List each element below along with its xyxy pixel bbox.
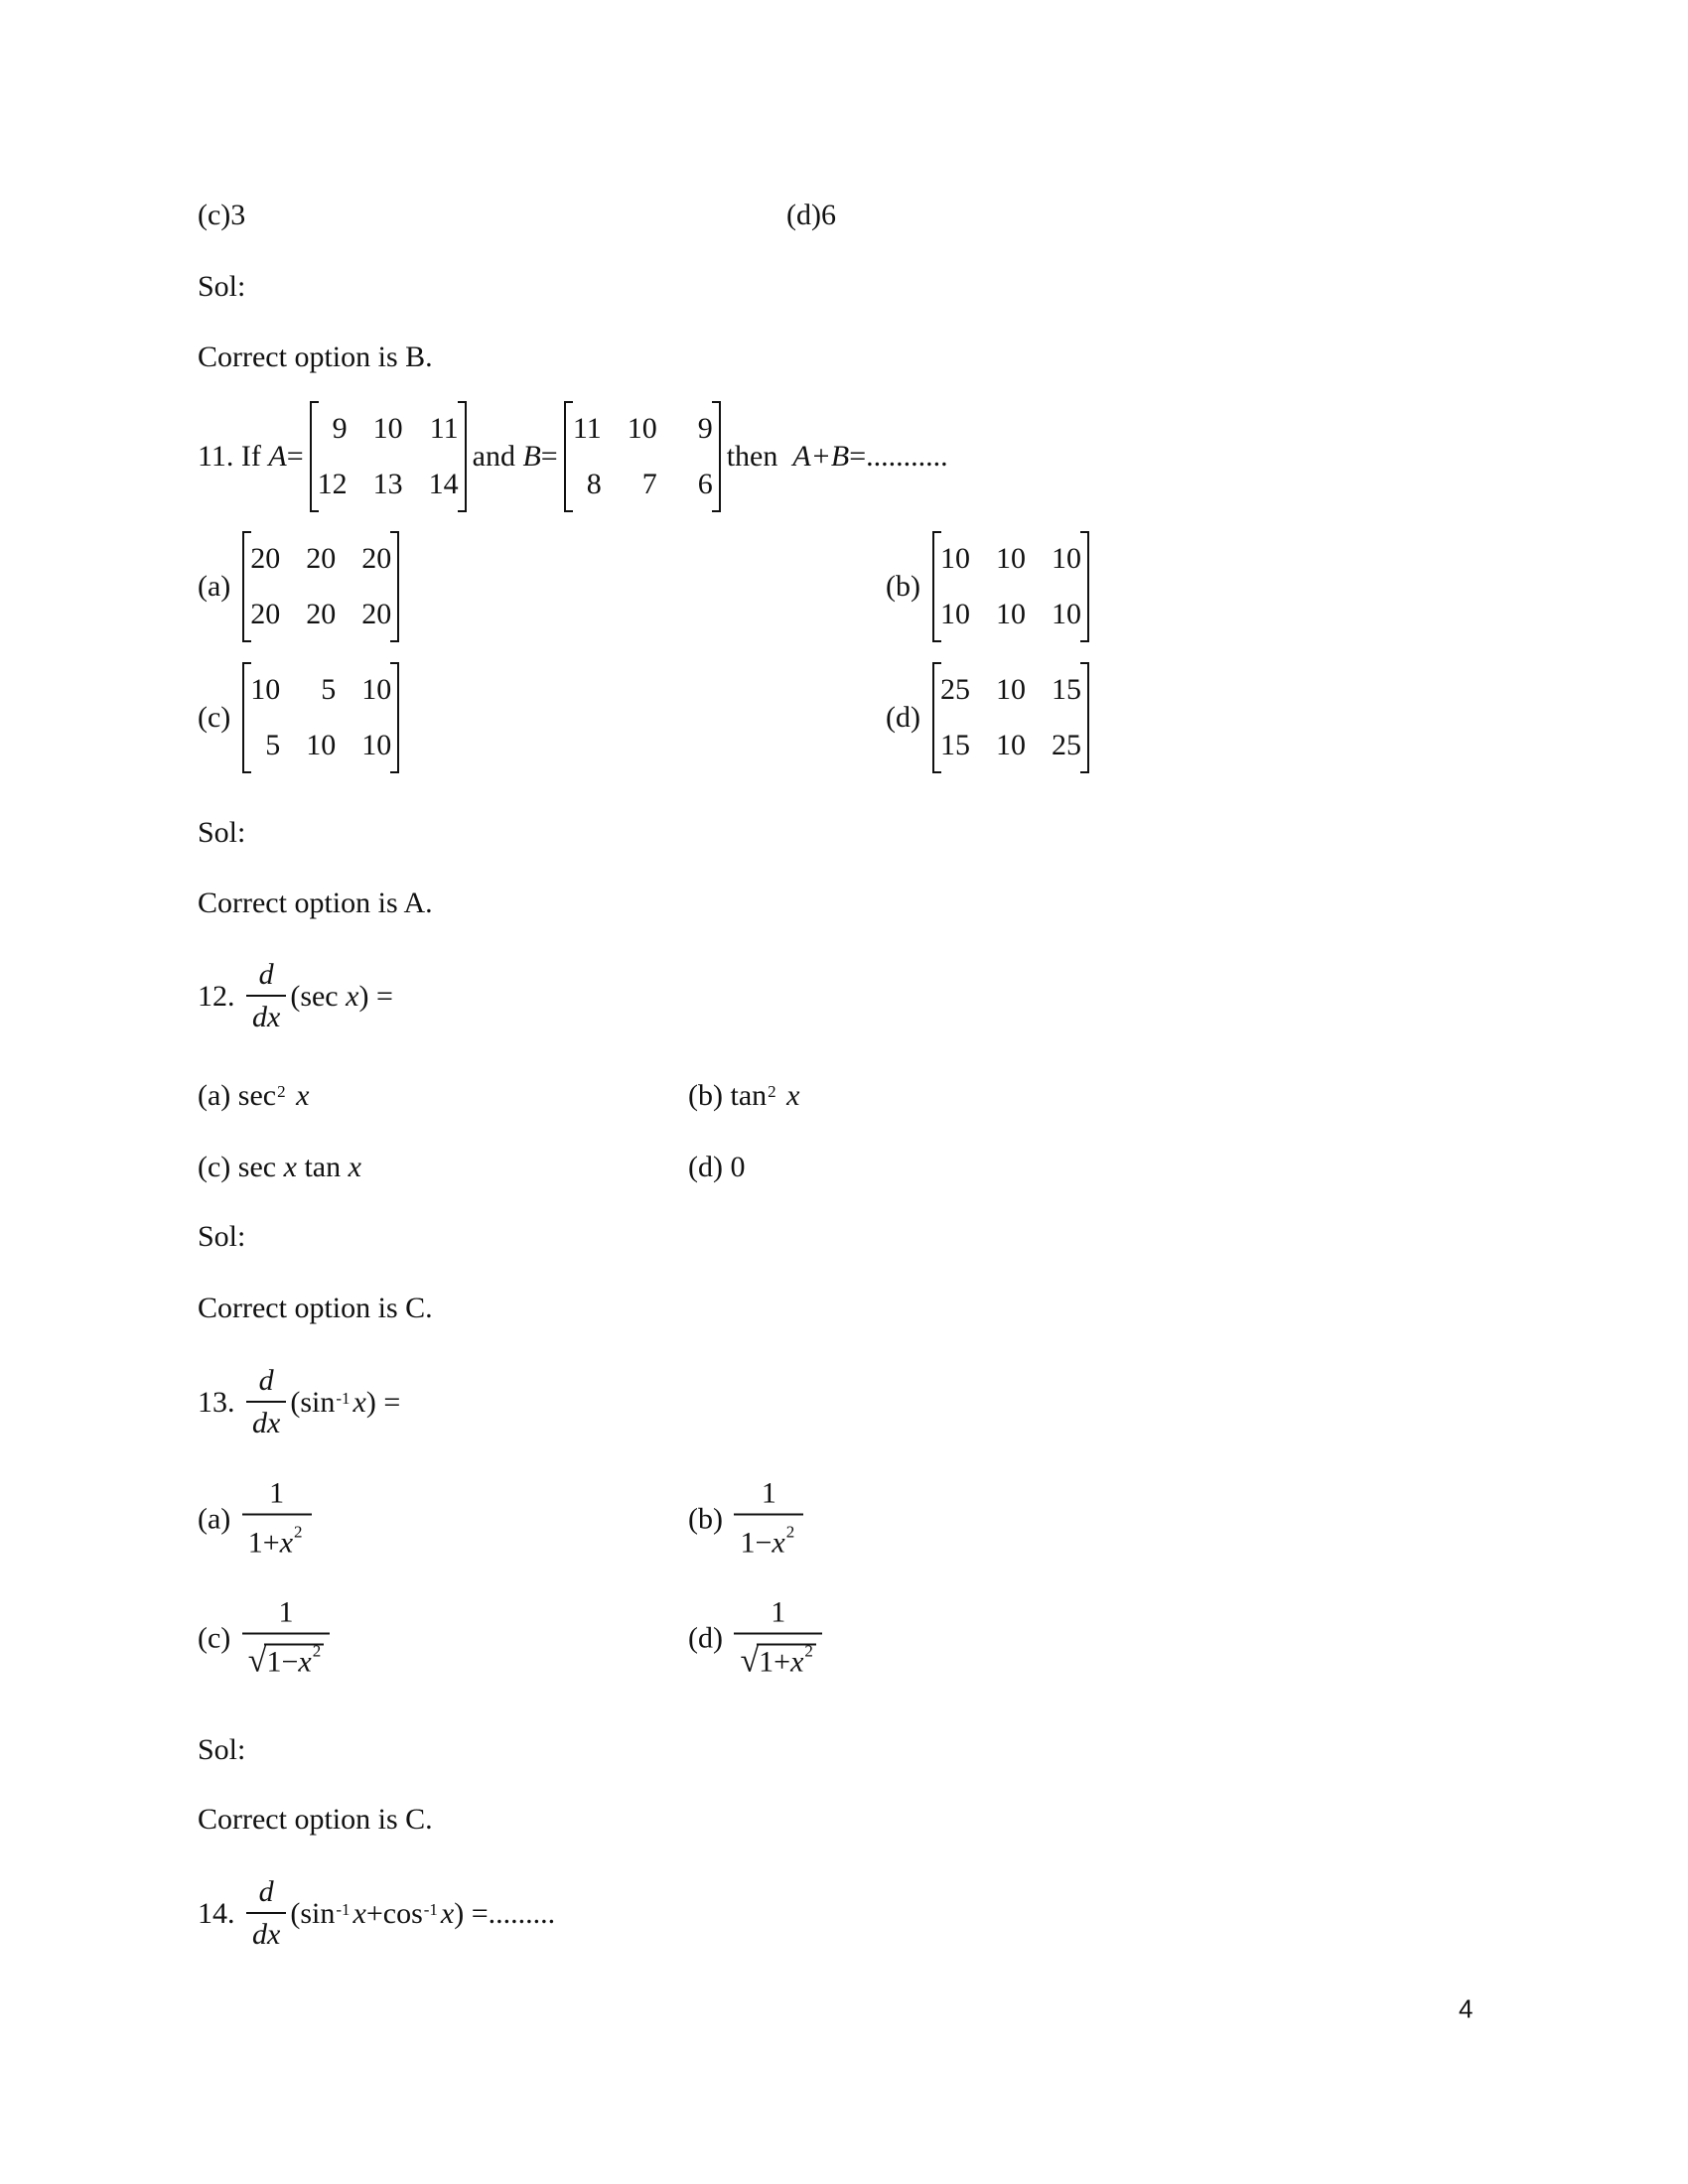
denominator bbox=[734, 1514, 803, 1565]
q11-option-d bbox=[886, 664, 1095, 771]
q11-answer: Correct option is A. bbox=[198, 887, 433, 919]
q13-sol-label: Sol: bbox=[198, 1733, 246, 1766]
q13-answer: Correct option is C. bbox=[198, 1803, 433, 1836]
q11-number: 11. If bbox=[198, 440, 261, 473]
denominator bbox=[734, 1633, 821, 1684]
var: x bbox=[296, 1079, 310, 1112]
matrix-cell: 10 bbox=[361, 673, 392, 706]
denominator bbox=[242, 1633, 330, 1684]
matrix-cell: 15 bbox=[1051, 673, 1081, 706]
fraction bbox=[734, 1593, 821, 1684]
q12-answer: Correct option is C. bbox=[198, 1292, 433, 1324]
matrix-cell: 25 bbox=[939, 673, 970, 706]
matrix-cell: 10 bbox=[1051, 598, 1081, 630]
matrix-cell: 10 bbox=[995, 729, 1026, 761]
q11-then: then bbox=[726, 440, 778, 473]
matrix-cell: 10 bbox=[306, 729, 337, 761]
var: x bbox=[298, 1645, 312, 1679]
blank: ......... bbox=[488, 1897, 556, 1930]
option-label: (a) bbox=[198, 1079, 231, 1112]
matrix-cell: 10 bbox=[372, 412, 403, 445]
sup: -1 bbox=[423, 1900, 438, 1919]
matrix-cell: 8 bbox=[586, 468, 602, 500]
numerator: 1 bbox=[771, 1595, 786, 1629]
radicand bbox=[264, 1641, 324, 1679]
var: x bbox=[348, 1151, 361, 1183]
matrix-a bbox=[310, 403, 467, 510]
matrix-cell: 10 bbox=[995, 598, 1026, 630]
fn: tan bbox=[730, 1079, 768, 1112]
q12-sol-label: Sol: bbox=[198, 1220, 246, 1253]
fraction bbox=[734, 1474, 803, 1565]
matrix-cell: 10 bbox=[939, 598, 970, 630]
q11-option-c bbox=[198, 664, 405, 771]
numerator: d bbox=[258, 958, 274, 991]
matrix-cell: 20 bbox=[306, 598, 337, 630]
q14-number: 14. bbox=[198, 1897, 235, 1930]
sup: 2 bbox=[804, 1641, 813, 1661]
numerator: 1 bbox=[761, 1476, 776, 1510]
matrix-cell: 13 bbox=[372, 468, 403, 500]
matrix-cell: 10 bbox=[995, 673, 1026, 706]
value: 0 bbox=[730, 1151, 746, 1183]
option-label: (a) bbox=[198, 1502, 231, 1535]
q13-number: 13. bbox=[198, 1386, 235, 1419]
sqrt-icon: √ bbox=[247, 1642, 267, 1680]
option-matrix bbox=[932, 664, 1089, 771]
var: x bbox=[772, 1526, 785, 1560]
den-text: 1− bbox=[266, 1645, 299, 1679]
option-label: (d) bbox=[688, 1151, 723, 1183]
matrix-cell: 10 bbox=[995, 542, 1026, 575]
den-text: 1+ bbox=[759, 1645, 791, 1679]
q13-option-b bbox=[688, 1474, 807, 1565]
q11-question bbox=[198, 403, 948, 510]
option-label: (d) bbox=[886, 701, 920, 734]
sup: -1 bbox=[336, 1900, 351, 1919]
q10-option-c: (c)3 bbox=[198, 199, 246, 231]
fn: sec bbox=[237, 1079, 277, 1112]
numerator: 1 bbox=[269, 1476, 285, 1510]
matrix-cell: 20 bbox=[306, 542, 337, 575]
q11-sum: A+B bbox=[792, 440, 850, 473]
option-label: (d) bbox=[688, 1621, 723, 1654]
fn: sec bbox=[237, 1151, 277, 1183]
sup: 2 bbox=[312, 1641, 322, 1661]
fraction bbox=[242, 1474, 312, 1565]
denominator: dx bbox=[246, 995, 286, 1038]
sup: 2 bbox=[277, 1082, 286, 1101]
var: x bbox=[346, 980, 359, 1013]
matrix-cell: 15 bbox=[939, 729, 970, 761]
sup: 2 bbox=[768, 1082, 776, 1101]
fn: tan bbox=[304, 1151, 342, 1183]
expr: ) = bbox=[358, 980, 393, 1013]
option-label: (c) bbox=[198, 1621, 231, 1654]
option-label: (c) bbox=[198, 1151, 231, 1183]
option-matrix bbox=[242, 664, 399, 771]
q12-question bbox=[198, 955, 393, 1038]
matrix-cell: 5 bbox=[265, 729, 281, 761]
sqrt-icon: √ bbox=[740, 1642, 760, 1680]
fraction bbox=[242, 1593, 330, 1684]
expr: ) = bbox=[365, 1386, 401, 1419]
page-number: 4 bbox=[1459, 1993, 1474, 2024]
q11-option-a bbox=[198, 533, 405, 640]
q13-question bbox=[198, 1361, 400, 1444]
option-matrix bbox=[242, 533, 399, 640]
expr: (sec bbox=[290, 980, 339, 1013]
option-label: (b) bbox=[688, 1079, 723, 1112]
matrix-cell: 25 bbox=[1051, 729, 1081, 761]
matrix-cell: 6 bbox=[697, 468, 713, 500]
denominator: dx bbox=[246, 1912, 286, 1956]
matrix-cell: 9 bbox=[697, 412, 713, 445]
matrix-cell: 9 bbox=[332, 412, 348, 445]
radicand bbox=[757, 1641, 816, 1679]
q11-option-b bbox=[886, 533, 1095, 640]
matrix-cell: 10 bbox=[250, 673, 281, 706]
matrix-cell: 14 bbox=[428, 468, 459, 500]
matrix-cell: 11 bbox=[572, 412, 602, 445]
var: x bbox=[352, 1386, 366, 1419]
matrix-cell: 10 bbox=[361, 729, 392, 761]
matrix-cell: 20 bbox=[250, 598, 281, 630]
q13-option-c bbox=[198, 1593, 334, 1684]
var: x bbox=[790, 1645, 804, 1679]
q12-option-b bbox=[688, 1079, 799, 1113]
den-text: 1− bbox=[740, 1526, 773, 1560]
var: x bbox=[786, 1079, 800, 1112]
q13-option-d bbox=[688, 1593, 826, 1684]
denominator: dx bbox=[246, 1401, 286, 1444]
numerator: d bbox=[258, 1364, 274, 1397]
var: x bbox=[440, 1897, 455, 1930]
expr: (sin bbox=[290, 1897, 336, 1930]
q13-option-a bbox=[198, 1474, 316, 1565]
var: x bbox=[352, 1897, 366, 1930]
matrix-cell: 5 bbox=[321, 673, 337, 706]
expr: ) = bbox=[454, 1897, 489, 1930]
matrix-cell: 12 bbox=[317, 468, 348, 500]
numerator: 1 bbox=[278, 1595, 294, 1629]
q11-and: and bbox=[472, 440, 515, 473]
option-label: (b) bbox=[886, 570, 920, 603]
q12-option-a bbox=[198, 1079, 309, 1113]
sup: 2 bbox=[785, 1522, 795, 1542]
numerator: d bbox=[258, 1875, 274, 1908]
q11-a-var: A bbox=[268, 440, 287, 473]
matrix-cell: 20 bbox=[250, 542, 281, 575]
q10-sol-label: Sol: bbox=[198, 270, 246, 303]
expr: (sin bbox=[290, 1386, 336, 1419]
matrix-b bbox=[564, 403, 721, 510]
option-label: (c) bbox=[198, 701, 231, 734]
matrix-cell: 10 bbox=[1051, 542, 1081, 575]
derivative-operator bbox=[246, 1361, 286, 1444]
option-label: (b) bbox=[688, 1502, 723, 1535]
matrix-cell: 20 bbox=[361, 598, 392, 630]
matrix-cell: 11 bbox=[429, 412, 459, 445]
matrix-cell: 7 bbox=[641, 468, 657, 500]
q11-sol-label: Sol: bbox=[198, 816, 246, 849]
q11-b-var: B bbox=[522, 440, 541, 473]
matrix-cell: 10 bbox=[627, 412, 657, 445]
sup: -1 bbox=[336, 1389, 351, 1408]
q12-number: 12. bbox=[198, 980, 235, 1013]
equals: = bbox=[540, 440, 558, 473]
var: x bbox=[279, 1526, 294, 1560]
sup: 2 bbox=[294, 1522, 303, 1542]
matrix-cell: 10 bbox=[939, 542, 970, 575]
derivative-operator bbox=[246, 955, 286, 1038]
matrix-cell: 20 bbox=[361, 542, 392, 575]
expr: +cos bbox=[365, 1897, 423, 1930]
q14-question bbox=[198, 1872, 555, 1956]
q12-option-c bbox=[198, 1151, 361, 1184]
option-label: (a) bbox=[198, 570, 231, 603]
q12-option-d bbox=[688, 1151, 745, 1184]
derivative-operator bbox=[246, 1872, 286, 1956]
q10-option-d: (d)6 bbox=[786, 199, 836, 231]
q11-blank: =........... bbox=[849, 440, 948, 473]
den-text: 1+ bbox=[247, 1526, 280, 1560]
q10-answer: Correct option is B. bbox=[198, 341, 433, 373]
denominator bbox=[242, 1514, 312, 1565]
var: x bbox=[283, 1151, 297, 1183]
equals: = bbox=[286, 440, 304, 473]
option-matrix bbox=[932, 533, 1089, 640]
